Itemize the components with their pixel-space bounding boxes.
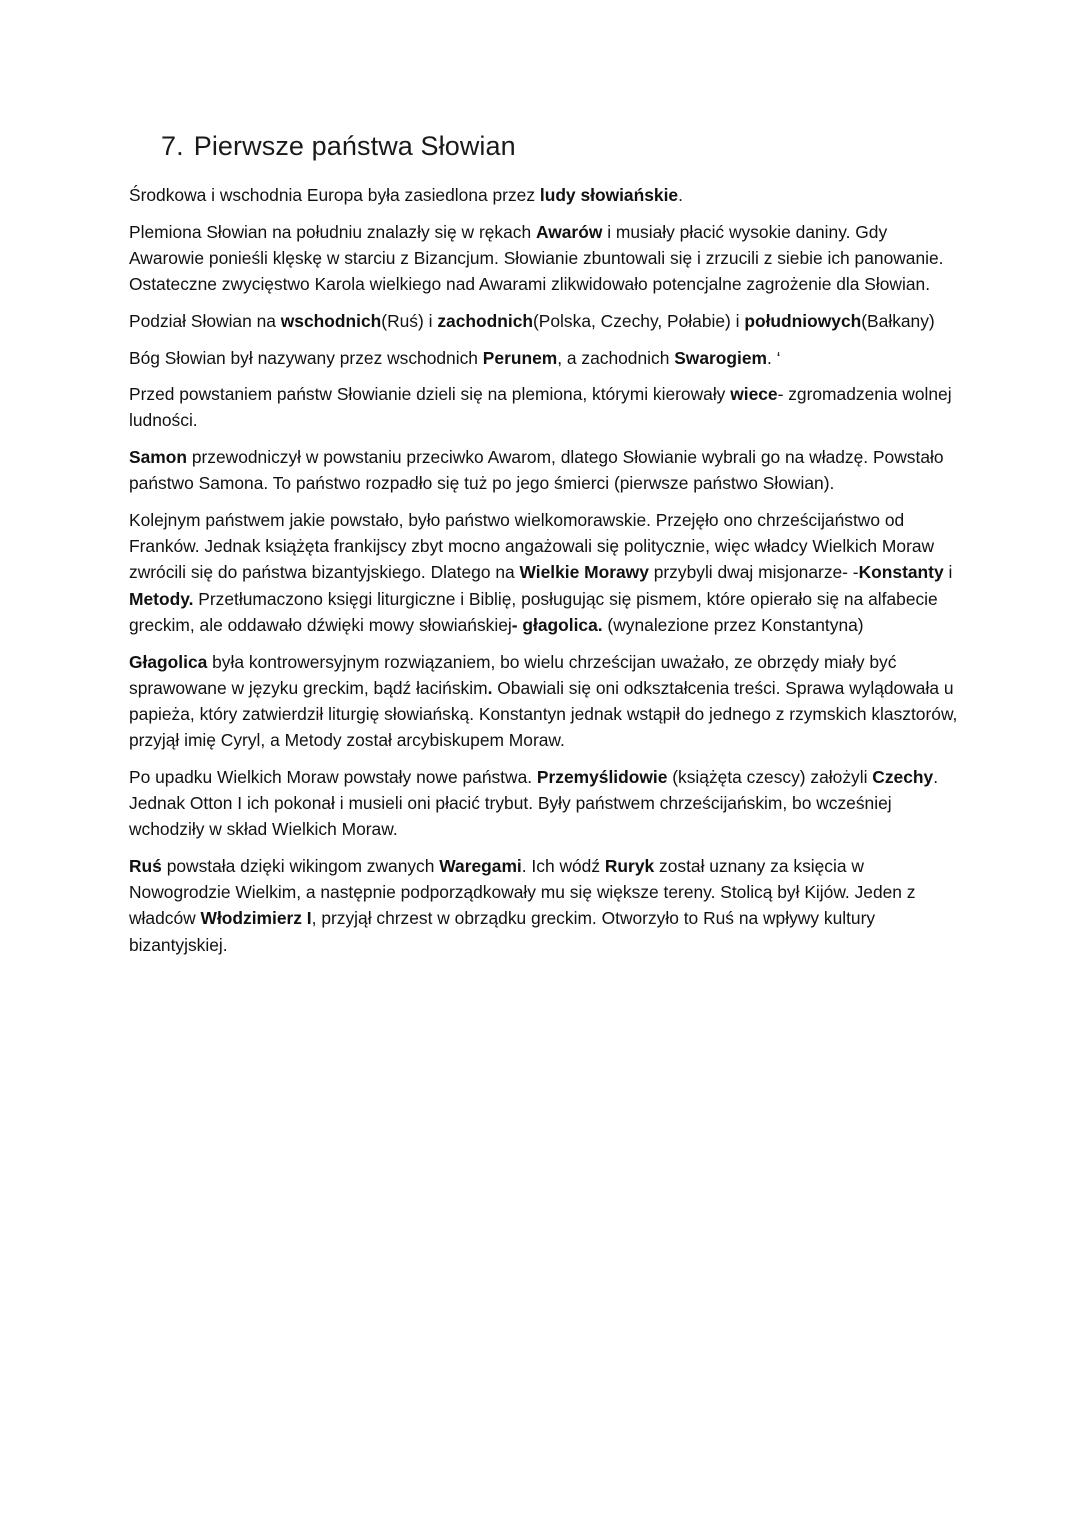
- text-run: Po upadku Wielkich Moraw powstały nowe państwa.: [129, 766, 537, 787]
- bold-term: Swarogiem: [674, 347, 767, 368]
- paragraph: [129, 764, 959, 843]
- text-run: powstała dzięki wikingom zwanych: [161, 855, 440, 876]
- text-run: (Bałkany): [861, 310, 935, 331]
- text-run: Kolejnym państwem jakie powstało, było państwo wielkomorawskie. Przejęło ono chrześcijaństwo od Franków. Jednak książęta frankijscy zbyt mocno angażowali się politycznie, więc władcy Wielkich Moraw zwrócili się do państwa bizantyjskiego. Dlatego na: [129, 510, 935, 583]
- text-run: . ‘: [766, 347, 781, 368]
- paragraph: [129, 649, 959, 754]
- text-run: Przetłumaczono księgi liturgiczne i Biblię, posługując się pismem, które opierało się na alfabecie greckim, ale oddawało dźwięki mowy słowiańskiej: [129, 588, 938, 635]
- text-run: przybyli dwaj misjonarze- -: [648, 562, 859, 583]
- paragraph: [129, 308, 959, 334]
- paragraph: [129, 444, 959, 496]
- text-run: . Ich wódź: [521, 855, 605, 876]
- document-page: [129, 128, 959, 968]
- text-run: .: [678, 185, 683, 205]
- text-run: przewodniczył w powstaniu przeciwko Awarom, dlatego Słowianie wybrali go na władzę. Powstało państwo Samona. To państwo rozpadło się tuż po jego śmierci (pierwsze państwo Słowian).: [129, 447, 944, 494]
- text-run: Przed powstaniem państw Słowianie dzieli się na plemiona, którymi kierowały: [129, 384, 731, 405]
- bold-term: południowych: [744, 310, 862, 331]
- text-run: (Polska, Czechy, Połabie) i: [533, 310, 745, 331]
- bold-term: - głagolica.: [511, 614, 603, 635]
- body-text: [129, 182, 959, 958]
- paragraph: [129, 345, 959, 371]
- text-run: i: [943, 562, 953, 583]
- section-title: [161, 128, 959, 164]
- bold-term: .: [487, 677, 493, 698]
- bold-term: wiece: [730, 384, 778, 405]
- text-run: (książęta czescy) założyli: [667, 766, 873, 787]
- bold-term: zachodnich: [437, 310, 533, 331]
- bold-term: ludy słowiańskie: [539, 185, 679, 205]
- bold-term: Ruryk: [604, 855, 655, 876]
- bold-term: Głagolica: [129, 651, 208, 672]
- text-run: Obawiali się oni odkształcenia treści. Sprawa wylądowała u papieża, który zatwierdził liturgię słowiańską. Konstantyn jednak wstąpił do jednego z rzymskich klasztorów, przyjął imię Cyryl, a Metody został arcybiskupem Moraw.: [129, 677, 958, 751]
- bold-term: Czechy: [872, 766, 934, 787]
- text-run: Podział Słowian na: [129, 310, 281, 331]
- section-number: 7.: [161, 131, 184, 161]
- bold-term: Przemyślidowie: [536, 766, 668, 787]
- text-run: , przyjął chrzest w obrządku greckim. Otworzyło to Ruś na wpływy kultury bizantyjskiej.: [129, 908, 876, 955]
- bold-term: Samon: [129, 447, 187, 468]
- bold-term: Ruś: [129, 855, 162, 876]
- paragraph: [129, 507, 959, 638]
- text-run: Środkowa i wschodnia Europa była zasiedlona przez: [129, 185, 540, 205]
- paragraph: [129, 381, 959, 433]
- text-run: , a zachodnich: [557, 347, 675, 368]
- bold-term: Awarów: [535, 221, 603, 242]
- paragraph: [129, 853, 959, 958]
- text-run: . Jednak Otton I ich pokonał i musieli oni płacić trybut. Były państwem chrześcijańskim, bo wcześniej wchodziły w skład Wielkich Moraw.: [129, 766, 939, 840]
- bold-term: Waregami: [439, 855, 522, 876]
- text-run: (wynalezione przez Konstantyna): [602, 614, 864, 635]
- bold-term: wschodnich: [280, 310, 382, 331]
- text-run: - zgromadzenia wolnej ludności.: [129, 384, 952, 431]
- bold-term: Perunem: [482, 347, 558, 368]
- text-run: został uznany za księcia w Nowogrodzie Wielkim, a następnie podporządkowały mu się większe tereny. Stolicą był Kijów. Jeden z władców: [129, 855, 916, 929]
- section-title-text: Pierwsze państwa Słowian: [193, 131, 516, 161]
- text-run: Plemiona Słowian na południu znalazły się w rękach: [129, 221, 536, 242]
- text-run: była kontrowersyjnym rozwiązaniem, bo wielu chrześcijan uważało, ze obrzędy miały być sprawowane w języku greckim, bądź łacińskim: [129, 651, 897, 698]
- text-run: (Ruś) i: [381, 310, 438, 331]
- bold-term: Włodzimierz I: [200, 908, 312, 929]
- bold-term: Konstanty: [858, 562, 944, 583]
- paragraph: [129, 182, 959, 208]
- bold-term: Metody.: [129, 588, 194, 609]
- text-run: Bóg Słowian był nazywany przez wschodnich: [129, 347, 483, 368]
- paragraph: [129, 219, 959, 298]
- bold-term: Wielkie Morawy: [519, 562, 649, 583]
- text-run: i musiały płacić wysokie daniny. Gdy Awarowie ponieśli klęskę w starciu z Bizancjum. Słowianie zbuntowali się i zrzucili z siebie ich panowanie. Ostateczne zwycięstwo Karola wielkiego nad Awarami zlikwidowało potencjalne zagrożenie dla Słowian.: [129, 221, 944, 295]
